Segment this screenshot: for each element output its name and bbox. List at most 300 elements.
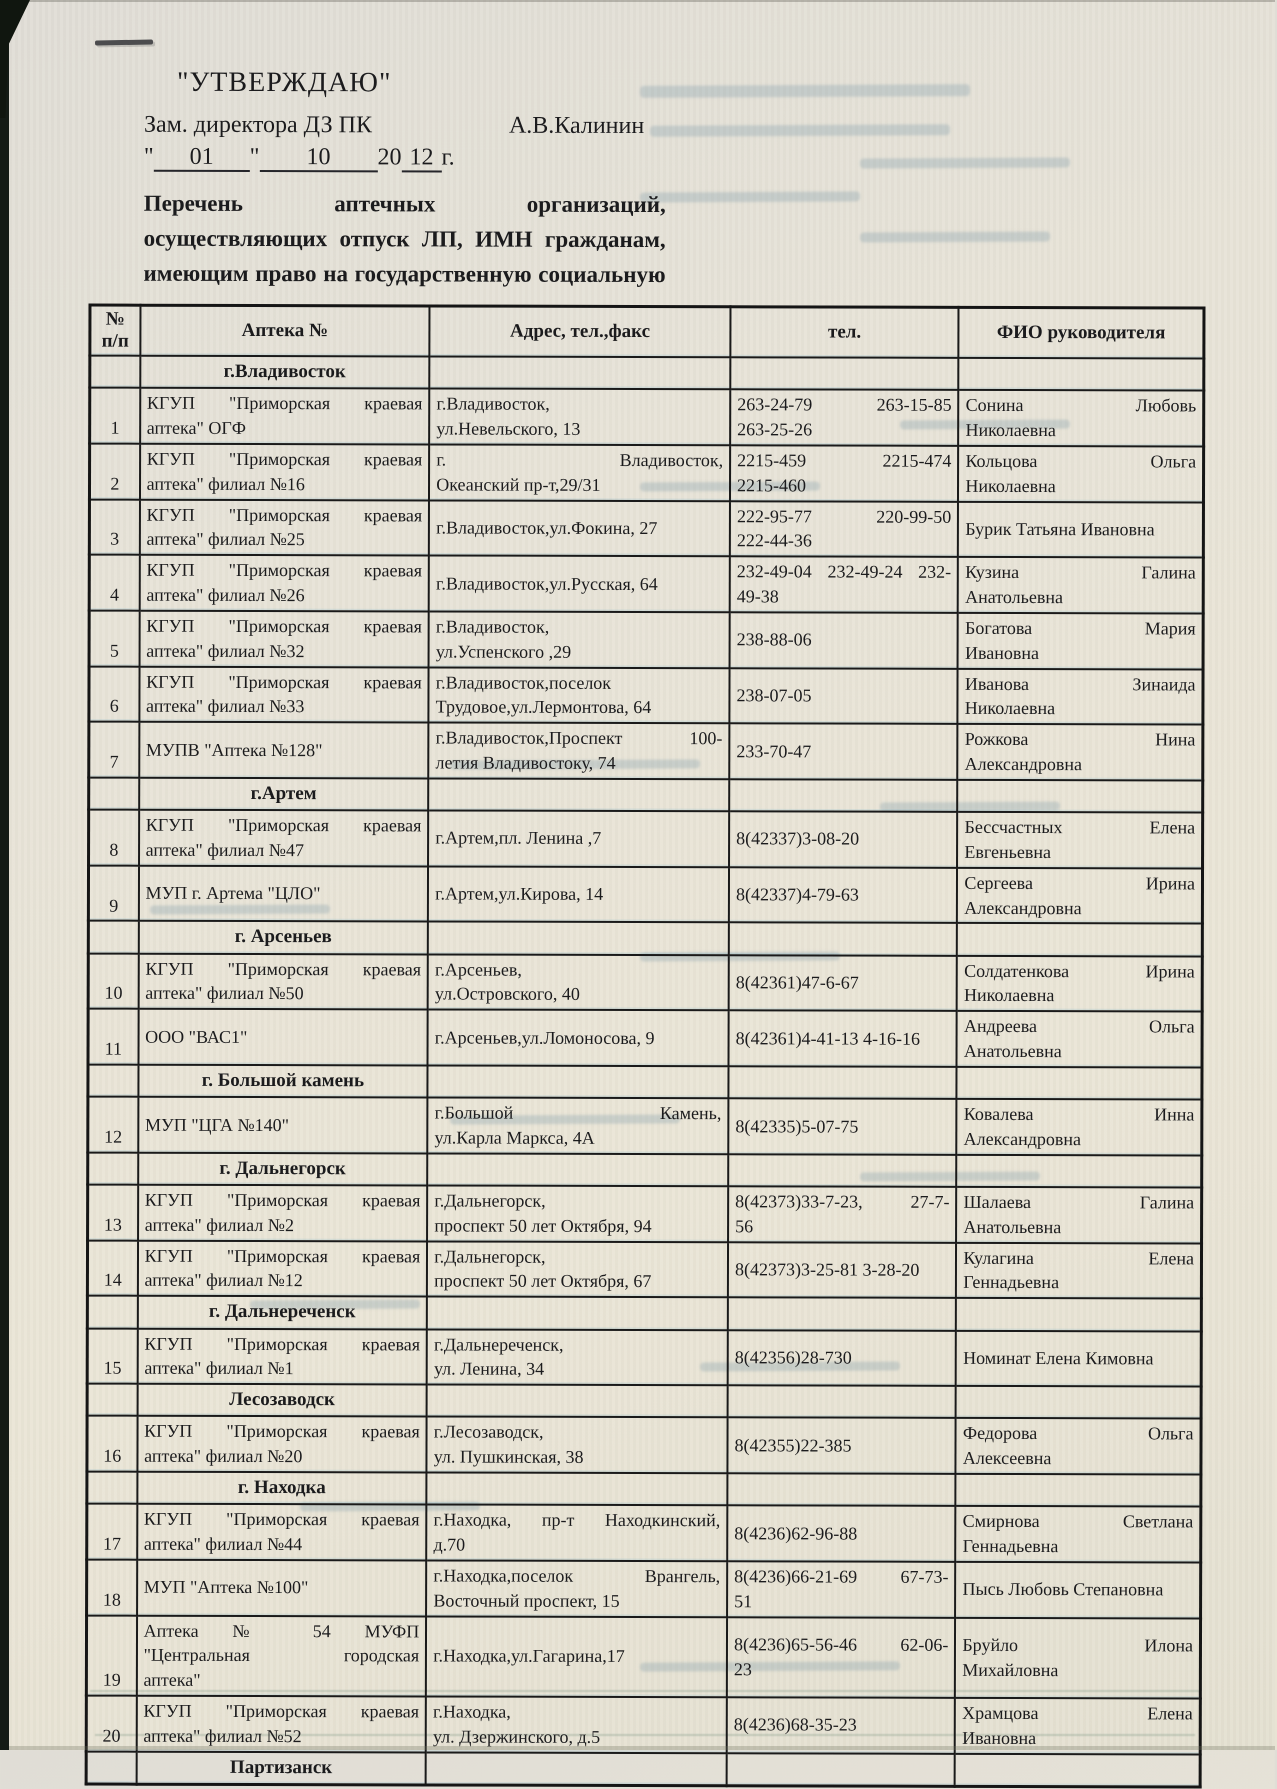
head-name-cell — [957, 1011, 1202, 1067]
row-number-cell: 5 — [89, 610, 139, 666]
city-section-row — [86, 1751, 1200, 1787]
head-name-cell — [956, 1330, 1201, 1386]
phone-cell-line: 56 — [735, 1216, 754, 1237]
head-name-cell — [958, 557, 1203, 613]
section-empty-cell — [727, 1753, 955, 1786]
phone-cell-line: 2215-460 — [737, 474, 807, 496]
pharmacy-name-cell-line: КГУП "Приморская краевая — [144, 1333, 421, 1354]
section-empty-cell — [427, 1472, 728, 1505]
pharmacy-name-cell — [137, 1560, 427, 1616]
phone-cell — [728, 1186, 957, 1242]
pharmacy-name-cell-line: КГУП "Приморская краевая — [146, 671, 422, 692]
head-name-cell-line: Смирнова Светлана — [962, 1511, 1194, 1532]
phone-cell — [727, 1561, 956, 1617]
city-section-row — [87, 1472, 1201, 1507]
section-empty-cell — [730, 357, 958, 390]
section-empty-cell — [955, 1754, 1200, 1787]
row-number-cell: 6 — [89, 666, 139, 722]
section-empty-cell — [959, 358, 1204, 391]
address-cell-line: ул. Ленина, 34 — [433, 1358, 545, 1380]
address-cell — [428, 866, 729, 922]
date-open-quote: " — [143, 143, 154, 170]
phone-cell-line: 49-38 — [736, 586, 779, 607]
pharmacy-name-cell-line: КГУП "Приморская краевая — [144, 1245, 421, 1267]
section-empty-cell — [728, 1298, 956, 1331]
phone-cell — [729, 811, 958, 867]
address-cell-line: летия Владивостоку, 74 — [435, 752, 616, 773]
pharmacy-name-cell-line: КГУП "Приморская краевая — [146, 615, 422, 637]
row-number-cell: 17 — [87, 1504, 137, 1560]
pharmacy-name-cell — [139, 722, 429, 778]
address-cell-line: г.Артем,ул.Кирова, 14 — [435, 883, 604, 905]
pharmacy-name-cell — [138, 1240, 428, 1296]
column-header-pharmacy: Аптека № — [140, 305, 430, 356]
phone-cell-line: 232-49-04 232-49-24 232- — [736, 561, 952, 583]
section-empty-cell — [957, 923, 1202, 956]
address-cell — [429, 500, 730, 556]
section-empty-cell — [727, 1473, 955, 1506]
head-name-cell-line: Александровна — [963, 1128, 1082, 1150]
section-empty-cell — [956, 1298, 1201, 1331]
address-cell — [429, 389, 730, 445]
section-empty-cell — [87, 1472, 137, 1504]
pharmacy-name-cell-line: аптека" филиал №2 — [144, 1214, 294, 1235]
pharmacy-name-cell-line: КГУП "Приморская краевая — [145, 958, 422, 979]
pharmacy-name-cell-line: "Центральная городская — [143, 1645, 420, 1666]
phone-cell-line: 51 — [734, 1590, 753, 1612]
pharmacy-name-cell — [140, 388, 430, 444]
pharmacy-name-cell — [137, 1504, 427, 1560]
pharmacy-name-cell-line: аптека" филиал №1 — [144, 1358, 294, 1379]
phone-cell — [729, 867, 958, 923]
address-cell — [429, 611, 730, 667]
head-name-cell — [957, 812, 1202, 868]
column-header-number: № п/п — [90, 305, 140, 356]
pharmacy-name-cell-line: КГУП "Приморская краевая — [146, 448, 423, 470]
pharmacy-name-cell-line: аптека" филиал №20 — [144, 1445, 303, 1467]
section-empty-cell — [430, 356, 731, 389]
address-cell-line: г.Находка, — [433, 1701, 511, 1722]
phone-cell-line: 8(42361)4-41-13 4-16-16 — [735, 1027, 921, 1049]
address-cell-line: г.Дальнереченск, — [433, 1333, 564, 1355]
head-name-cell-line: Геннадьевна — [963, 1272, 1060, 1293]
phone-cell-line: 238-88-06 — [736, 629, 812, 650]
pharmacy-name-cell — [139, 810, 429, 866]
address-cell — [429, 723, 730, 779]
section-empty-cell — [89, 777, 139, 809]
section-empty-cell — [728, 1066, 956, 1099]
section-empty-cell — [88, 1152, 138, 1184]
address-cell-line: г.Лесозаводск, — [433, 1421, 544, 1443]
table-row — [89, 499, 1203, 558]
head-name-cell-line: Ивановна — [964, 642, 1040, 663]
pharmacy-name-cell — [138, 1185, 428, 1241]
date-era-suffix: г. — [441, 144, 455, 171]
table-row — [89, 722, 1203, 781]
section-empty-cell — [958, 780, 1203, 813]
address-cell — [426, 1505, 727, 1561]
pharmacy-name-cell — [138, 1097, 428, 1153]
phone-cell-line: 23 — [733, 1659, 752, 1680]
head-name-cell-line: Кольцова Ольга — [965, 450, 1197, 472]
pharmacy-name-cell-line: КГУП "Приморская краевая — [146, 559, 423, 581]
pharmacy-name-cell-line: аптека" филиал №50 — [145, 983, 304, 1004]
row-number-cell: 13 — [88, 1185, 138, 1241]
address-cell — [429, 444, 730, 500]
scan-top-edge — [0, 0, 1275, 2]
pharmacy-name-cell — [137, 1416, 427, 1472]
section-empty-cell — [88, 921, 138, 953]
head-name-cell-line: Храмцова Елена — [962, 1702, 1193, 1724]
pharmacy-name-cell-line: КГУП "Приморская краевая — [144, 1189, 421, 1211]
scan-bottom-edge — [0, 1746, 1275, 1750]
city-section-label: г. Дальнегорск — [138, 1152, 428, 1185]
approval-stamp-text: "УТВЕРЖДАЮ" — [177, 66, 392, 99]
city-section-label: г.Владивосток — [140, 356, 430, 389]
head-name-cell — [956, 1187, 1201, 1243]
address-cell-line: г.Владивосток,Проспект 100- — [435, 727, 723, 749]
pharmacy-name-cell-line: аптека" филиал №44 — [143, 1533, 303, 1555]
pharmacy-name-cell-line: МУП г. Артема "ЦЛО" — [145, 882, 321, 904]
table-row — [88, 953, 1202, 1012]
head-name-cell-line: Геннадьевна — [962, 1535, 1059, 1557]
head-name-cell-line: Ивановна — [962, 1727, 1037, 1748]
phone-cell — [727, 1505, 956, 1561]
address-cell — [426, 1560, 727, 1616]
head-name-cell-line: Кузина Галина — [965, 562, 1196, 583]
head-name-cell-line: Ковалева Инна — [963, 1103, 1195, 1125]
table-row — [88, 1097, 1202, 1156]
phone-cell — [730, 612, 959, 668]
table-row — [89, 810, 1203, 869]
head-name-cell-line: Бессчастных Елена — [964, 816, 1196, 838]
address-cell — [428, 1098, 729, 1154]
address-cell-line: г.Находка,ул.Гагарина,17 — [433, 1645, 625, 1667]
head-name-cell-line: Анатольевна — [963, 1040, 1062, 1062]
date-close-quote: " — [249, 143, 260, 171]
phone-cell-line: 8(42373)3-25-81 3-28-20 — [734, 1259, 920, 1280]
phone-cell-line: 8(4236)65-56-46 62-06- — [733, 1634, 949, 1655]
phone-cell — [729, 668, 958, 724]
date-day: 01 — [154, 145, 250, 172]
head-name-cell — [958, 724, 1203, 780]
address-cell-line: ул. Пушкинская, 38 — [433, 1446, 584, 1468]
address-cell-line: г.Арсеньев,ул.Ломоносова, 9 — [434, 1027, 655, 1048]
table-row — [88, 1185, 1202, 1244]
phone-cell-line: 8(42356)28-730 — [734, 1347, 852, 1368]
pharmacy-name-cell — [138, 953, 428, 1009]
approval-date-line — [144, 144, 455, 173]
address-cell-line: г.Дальнегорск, — [434, 1190, 546, 1211]
address-cell-line: г.Большой Камень, — [434, 1102, 722, 1124]
city-section-label: г.Артем — [139, 778, 429, 811]
phone-cell — [730, 556, 959, 612]
phone-cell — [729, 723, 958, 779]
phone-cell — [727, 1418, 956, 1474]
head-name-cell — [955, 1562, 1200, 1618]
pharmacy-name-cell-line: аптека" — [143, 1669, 201, 1691]
pharmacy-name-cell — [138, 1009, 428, 1065]
phone-cell-line: 8(4236)62-96-88 — [734, 1522, 858, 1544]
section-empty-cell — [428, 1065, 729, 1098]
head-name-cell-line: Николаевна — [965, 419, 1056, 441]
pharmacy-name-cell-line: КГУП "Приморская краевая — [146, 392, 423, 414]
address-cell-line: д.70 — [433, 1534, 466, 1555]
phone-cell-line: 8(4236)66-21-69 67-73- — [734, 1566, 949, 1587]
pharmacy-name-cell — [139, 555, 429, 611]
date-century: 20 — [377, 144, 402, 171]
city-section-label: Партизанск — [136, 1751, 426, 1784]
scanner-edge-strip — [0, 0, 9, 1750]
address-cell-line: г.Владивосток, — [435, 616, 550, 637]
table-body — [86, 356, 1204, 1787]
pharmacy-name-cell — [139, 611, 429, 667]
section-empty-cell — [956, 1386, 1201, 1419]
address-cell — [426, 1616, 727, 1697]
pharmacy-name-cell-line: аптека" филиал №16 — [146, 473, 305, 494]
city-section-row — [88, 921, 1202, 956]
address-cell-line: г.Владивосток,ул.Фокина, 27 — [436, 517, 658, 538]
table-row — [87, 1328, 1201, 1387]
city-section-row — [90, 356, 1204, 391]
phone-cell — [730, 445, 959, 501]
head-name-cell — [958, 501, 1203, 557]
row-number-cell: 7 — [89, 722, 139, 778]
phone-cell-line: 8(42335)5-07-75 — [735, 1115, 859, 1137]
column-header-address: Адрес, тел.,факс — [430, 306, 731, 357]
date-year: 12 — [401, 145, 441, 172]
head-name-cell-line: Кулагина Елена — [963, 1247, 1195, 1269]
section-empty-cell — [728, 1154, 956, 1187]
table-row — [87, 1504, 1201, 1563]
head-name-cell-line: Богатова Мария — [964, 617, 1196, 639]
table-row — [88, 1009, 1202, 1068]
address-cell-line: г.Владивосток, — [436, 393, 550, 414]
pharmacy-name-cell-line: аптека" ОГФ — [146, 417, 247, 439]
table-row — [88, 865, 1202, 924]
row-number-cell: 14 — [87, 1240, 137, 1296]
head-name-cell — [958, 668, 1203, 724]
row-number-cell: 8 — [89, 810, 139, 866]
phone-cell — [727, 1617, 956, 1698]
pharmacy-name-cell-line: аптека" филиал №52 — [143, 1725, 302, 1746]
address-cell-line: г.Артем,пл. Ленина ,7 — [435, 827, 602, 849]
column-header-head: ФИО руководителя — [959, 307, 1204, 358]
head-name-cell — [957, 955, 1202, 1011]
section-empty-cell — [87, 1296, 137, 1328]
head-name-cell — [956, 1506, 1201, 1562]
table-row — [87, 1240, 1201, 1299]
row-number-cell: 3 — [89, 499, 139, 555]
address-cell-line: г.Арсеньев, — [434, 959, 522, 980]
pharmacy-name-cell — [140, 444, 430, 500]
phone-cell — [730, 389, 959, 445]
head-name-cell-line: Александровна — [964, 897, 1082, 918]
section-empty-cell — [427, 1153, 728, 1186]
table-row — [89, 666, 1203, 725]
address-cell-line: ул.Невельского, 13 — [436, 418, 581, 439]
address-cell-line: проспект 50 лет Октября, 67 — [434, 1270, 652, 1292]
address-cell — [427, 1329, 728, 1385]
head-name-cell — [958, 446, 1203, 502]
document-title-line: Перечень аптечных организаций, — [143, 190, 666, 218]
table-row — [89, 610, 1203, 669]
section-empty-cell — [427, 1385, 728, 1418]
address-cell — [427, 1417, 728, 1473]
city-section-row — [87, 1296, 1201, 1331]
address-cell — [428, 810, 729, 866]
address-cell-line: Восточный проспект, 15 — [433, 1590, 620, 1611]
head-name-cell-line: Анатольевна — [963, 1216, 1062, 1237]
phone-cell-line: 8(42361)47-6-67 — [735, 972, 859, 993]
address-cell-line: ул.Успенского ,29 — [435, 641, 572, 662]
head-name-cell-line: Андреева Ольга — [963, 1016, 1195, 1037]
table-row — [87, 1416, 1201, 1475]
head-name-cell-line: Николаевна — [964, 985, 1055, 1006]
pharmacy-name-cell-line: аптека" филиал №26 — [146, 584, 305, 606]
phone-cell — [729, 955, 958, 1011]
address-cell-line: г.Находка,поселок Врангель, — [433, 1565, 721, 1587]
address-cell-line: ул.Карла Маркса, 4А — [434, 1127, 595, 1148]
document-title — [144, 187, 666, 293]
phone-cell-line: 233-70-47 — [736, 740, 812, 762]
row-number-cell: 18 — [87, 1559, 137, 1615]
head-name-cell-line: Сонина Любовь — [965, 395, 1197, 416]
address-cell — [428, 1010, 729, 1066]
table-row — [90, 388, 1204, 447]
row-number-cell: 16 — [87, 1416, 137, 1472]
pharmacy-name-cell-line: аптека" филиал №25 — [146, 529, 305, 550]
section-empty-cell — [956, 1474, 1201, 1507]
section-empty-cell — [90, 356, 140, 388]
section-empty-cell — [427, 1297, 728, 1330]
phone-cell-line: 8(4236)68-35-23 — [733, 1714, 857, 1736]
phone-cell — [730, 501, 959, 557]
phone-cell-line: 238-07-05 — [736, 685, 812, 706]
address-cell — [429, 556, 730, 612]
approver-name: А.В.Калинин — [508, 112, 645, 140]
head-name-cell — [956, 1418, 1201, 1474]
phone-cell — [729, 1010, 958, 1066]
city-section-label: г. Находка — [137, 1472, 427, 1505]
city-section-row — [87, 1384, 1201, 1419]
address-cell — [426, 1696, 727, 1752]
address-cell-line: г.Владивосток,поселок — [435, 671, 612, 693]
approver-line — [144, 112, 704, 140]
city-section-label: Лесозаводск — [137, 1384, 427, 1417]
head-name-cell-line: Сергеева Ирина — [964, 872, 1196, 894]
row-number-cell: 20 — [86, 1696, 136, 1752]
pharmacy-name-cell-line: аптека" филиал №33 — [146, 696, 305, 717]
pharmacy-name-cell-line: аптека" филиал №12 — [144, 1270, 303, 1291]
pharmacy-name-cell — [139, 865, 429, 921]
section-empty-cell — [87, 1384, 137, 1416]
head-name-cell-line: Федорова Ольга — [962, 1423, 1194, 1444]
head-name-cell-line: Бурик Татьяна Ивановна — [965, 518, 1155, 540]
head-name-cell-line: Михайловна — [962, 1659, 1059, 1680]
city-section-label: г. Арсеньев — [138, 921, 428, 954]
head-name-cell-line: Рожкова Нина — [964, 729, 1196, 750]
head-name-cell-line: Александровна — [964, 753, 1083, 775]
head-name-cell-line: Анатольевна — [965, 586, 1063, 608]
head-name-cell-line: Пысь Любовь Степановна — [962, 1579, 1164, 1600]
head-name-cell-line: Николаевна — [965, 475, 1056, 496]
head-name-cell — [956, 1242, 1201, 1298]
address-cell — [429, 667, 730, 723]
pharmacy-table — [85, 304, 1206, 1789]
phone-cell-line: 8(42355)22-385 — [734, 1435, 852, 1456]
head-name-cell — [957, 1099, 1202, 1155]
section-empty-cell — [86, 1751, 136, 1784]
phone-cell — [728, 1098, 957, 1154]
address-cell-line: г.Находка, пр-т Находкинский, — [433, 1509, 721, 1531]
address-cell — [427, 1241, 728, 1297]
pharmacy-name-cell-line: КГУП "Приморская краевая — [145, 814, 422, 836]
phone-cell-line: 222-44-36 — [736, 530, 812, 551]
table-row — [89, 555, 1203, 614]
head-name-cell-line: Бруйло Илона — [962, 1634, 1194, 1656]
section-empty-cell — [729, 779, 957, 812]
city-section-row — [88, 1152, 1202, 1187]
city-section-label: г. Большой камень — [138, 1065, 428, 1098]
section-empty-cell — [428, 922, 729, 955]
table-row — [89, 443, 1203, 502]
phone-cell-line: 8(42337)3-08-20 — [736, 828, 860, 850]
pharmacy-name-cell-line: Аптека № 54 МУФП — [143, 1620, 420, 1641]
address-cell — [428, 954, 729, 1010]
phone-cell-line: 8(42337)4-79-63 — [735, 884, 859, 905]
row-number-cell: 10 — [88, 953, 138, 1009]
head-name-cell-line: Солдатенкова Ирина — [964, 960, 1195, 982]
city-section-label: г. Дальнереченск — [137, 1296, 427, 1329]
pharmacy-name-cell — [139, 666, 429, 722]
head-name-cell — [957, 868, 1202, 924]
row-number-cell: 15 — [87, 1328, 137, 1384]
phone-cell — [728, 1242, 957, 1298]
address-cell-line: проспект 50 лет Октября, 94 — [434, 1215, 652, 1236]
row-number-cell: 4 — [89, 555, 139, 611]
address-cell-line: г. Владивосток, — [436, 449, 724, 471]
address-cell-line: ул. Дзержинского, д.5 — [432, 1726, 601, 1747]
address-cell-line: Океанский пр-т,29/31 — [436, 474, 601, 495]
address-cell-line: г.Владивосток,ул.Русская, 64 — [435, 573, 658, 594]
row-number-cell: 9 — [88, 865, 138, 921]
head-name-cell-line: Евгеньевна — [964, 841, 1052, 862]
section-empty-cell — [729, 923, 957, 956]
section-empty-cell — [426, 1752, 727, 1786]
phone-cell — [728, 1330, 957, 1386]
pharmacy-name-cell-line: аптека" филиал №47 — [145, 839, 304, 860]
pharmacy-name-cell — [136, 1696, 426, 1752]
section-empty-cell — [957, 1155, 1202, 1188]
column-header-phone: тел. — [730, 307, 958, 358]
pharmacy-name-cell-line: ООО "ВАС1" — [145, 1026, 248, 1047]
head-name-cell-line: Номинат Елена Кимовна — [963, 1347, 1154, 1369]
head-name-cell-line: Иванова Зинаида — [964, 673, 1196, 694]
phone-cell-line: 263-24-79 263-15-85 — [737, 394, 952, 416]
table-header-row — [90, 305, 1204, 358]
city-section-row — [88, 1064, 1202, 1099]
row-number-cell: 19 — [86, 1615, 136, 1696]
head-name-cell — [958, 613, 1203, 669]
city-section-row — [89, 777, 1203, 812]
phone-cell-line: 8(42373)33-7-23, 27-7- — [735, 1191, 950, 1212]
row-number-cell: 12 — [88, 1097, 138, 1153]
address-cell-line: Трудовое,ул.Лермонтова, 64 — [435, 696, 652, 718]
pharmacy-name-cell — [137, 1328, 427, 1384]
phone-cell-line: 2215-459 2215-474 — [737, 450, 952, 471]
pen-dash-mark — [95, 39, 153, 45]
